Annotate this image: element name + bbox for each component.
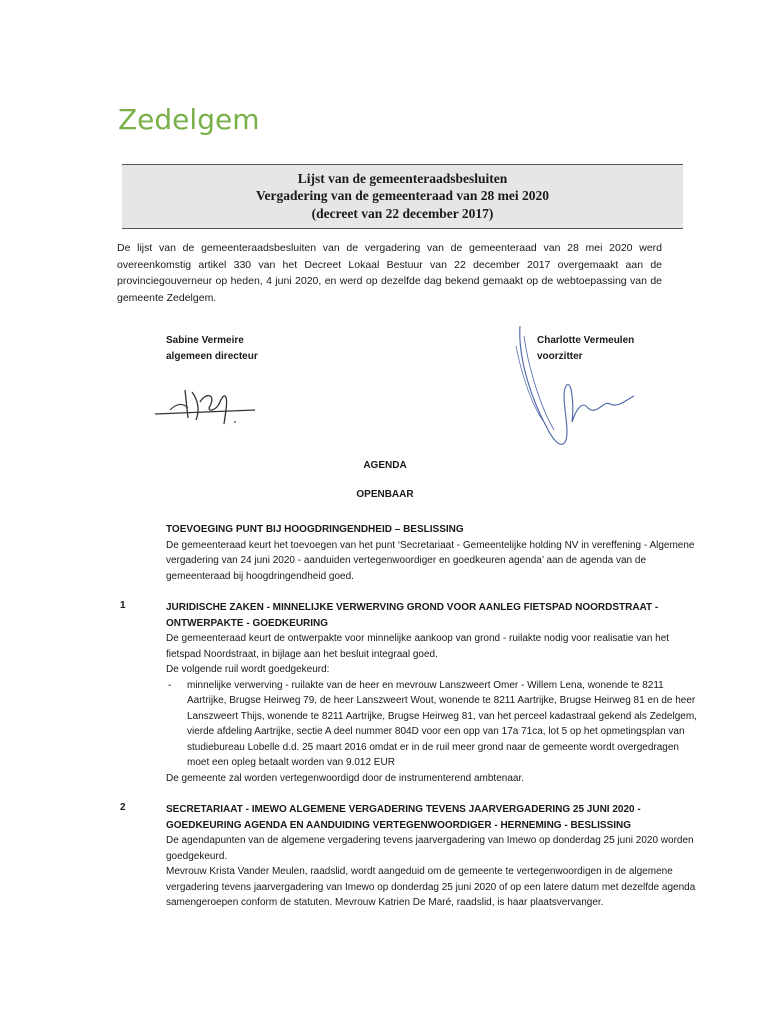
signature-left-image <box>150 380 265 430</box>
agenda-heading: AGENDA <box>363 460 407 471</box>
meeting-title: Vergadering van de gemeenteraad van 28 mei 2020 <box>255 188 550 203</box>
signatory-left-name: Sabine Vermeire <box>166 335 244 346</box>
agenda-item-text: Mevrouw Krista Vander Meulen, raadslid, wordt aangeduid om de gemeente te vertegenwoordigen in de algemene vergadering tevens jaarvergadering van Imewo op donderdag 25 juni 2020 of op een latere datum met dezelfde agenda samengeroepen conform de statuten. Mevrouw Katrien De Maré, raadslid, is haar plaatsvervanger. <box>166 866 696 908</box>
zedelgem-logo <box>118 100 258 136</box>
document-title: Lijst van de gemeenteraadsbesluiten <box>297 171 508 186</box>
decree-reference: (decreet van 22 december 2017) <box>311 206 494 221</box>
intro-paragraph: De lijst van de gemeenteraadsbesluiten van de vergadering van de gemeenteraad van 28 mei 2020 werd overeenkomstig artikel 330 van het Decreet Lokaal Bestuur van 22 december 2017 overgemaakt aan de provinciegouverneur op heden, 4 juni 2020, en werd op dezelfde dag bekend gemaakt op de webtoepassing van de gemeente Zedelgem. <box>117 242 662 304</box>
section-heading-openbaar: OPENBAAR <box>356 489 414 500</box>
agenda-item-heading: JURIDISCHE ZAKEN - MINNELIJKE VERWERVING GROND VOOR AANLEG FIETSPAD NOORDSTRAAT - ONTWERPAKTE - GOEDKEURING <box>166 602 659 629</box>
agenda-item-heading: TOEVOEGING PUNT BIJ HOOGDRINGENDHEID – BESLISSING <box>166 524 464 535</box>
logo-text: Zedelgem <box>118 103 258 136</box>
agenda-item <box>166 522 698 584</box>
agenda-item-text: De gemeente zal worden vertegenwoordigd door de instrumenterend ambtenaar. <box>166 772 524 784</box>
signatory-right-role: voorzitter <box>537 351 583 362</box>
zedelgem-logo-mark <box>118 100 258 136</box>
agenda-item-text: De gemeenteraad keurt de ontwerpakte voor minnelijke aankoop van grond - ruilakte nodig voor realisatie van het fietspad Noordstraat, in bijlage aan het besluit integraal goed. <box>166 633 670 660</box>
list-item <box>166 678 698 771</box>
signatory-left-role: algemeen directeur <box>166 351 258 362</box>
agenda-item-number: 1 <box>120 600 126 611</box>
agenda-item-text: De volgende ruil wordt goedgekeurd: <box>166 664 330 675</box>
agenda-item-heading: SECRETARIAAT - IMEWO ALGEMENE VERGADERING TEVENS JAARVERGADERING 25 JUNI 2020 - GOEDKEURING AGENDA EN AANDUIDING VERTEGENWOORDIGER - HERNEMING - BESLISSING <box>166 804 641 831</box>
document-title-box <box>122 164 683 229</box>
agenda-item-text: De agendapunten van de algemene vergadering tevens jaarvergadering van Imewo op donderdag 25 juni 2020 worden goedgekeurd. <box>166 835 694 862</box>
signatory-right-name: Charlotte Vermeulen <box>537 335 635 346</box>
signatory-left <box>166 333 258 365</box>
signature-right-image <box>510 326 640 456</box>
agenda-item-text: De gemeenteraad keurt het toevoegen van het punt ‘Secretariaat - Gemeentelijke holding NV in vereffening - Algemene vergadering van 24 juni 2020 - aanduiden vertegenwoordiger en goedkeuren agenda’ aan de agenda van de gemeenteraad bij hoogdringendheid goed. <box>166 539 695 582</box>
agenda-item <box>166 600 698 786</box>
agenda-item-number: 2 <box>120 802 126 813</box>
agenda-item <box>166 802 698 911</box>
list-item-text: minnelijke verwerving - ruilakte van de heer en mevrouw Lanszweert Omer - Willem Lena, wonende te 8211 Aartrijke, Brugse Heirweg 79, de heer Lanszweert Wout, wonende te 8211 Aartrijke, Brugse Heirweg 81 en de heer Lanszweert Thijs, wonende te 8211 Aartrijke, Brugse Heirweg 81, van het perceel kadastraal gekend als Zedelgem, vierde afdeling Aartrijke, sectie A deel nummer 804D voor een opp van 17a 71ca, lot 5 op het opmetingsplan van studiebureau Lobelle d.d. 25 maart 2016 omdat er in de ruil meer grond naar de gemeente wordt overgedragen moet een opleg betaalt worden van 9.012 EUR <box>187 679 697 768</box>
bullet-dash: - <box>168 679 172 691</box>
